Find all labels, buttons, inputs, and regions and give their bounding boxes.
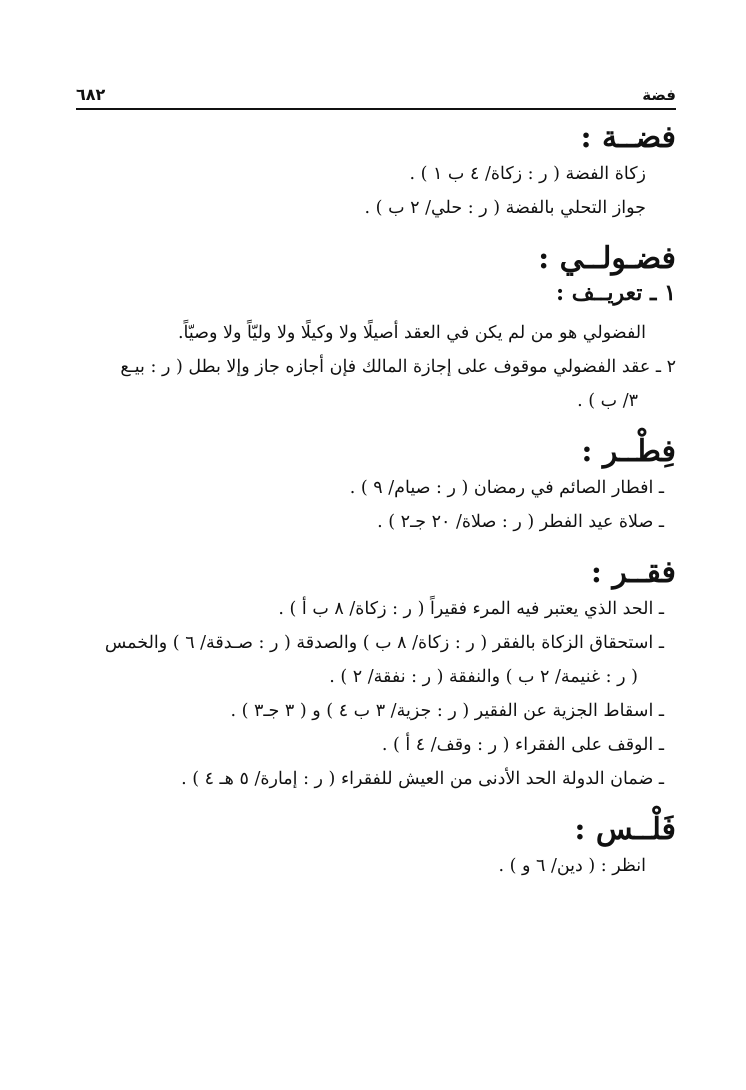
entry-line: ـ استحقاق الزكاة بالفقر ( ر : زكاة/ ٨ ب ) والصدقة ( ر : صـدقة/ ٦ ) والخمس [104, 633, 664, 653]
entry-faqr [76, 553, 676, 796]
sub-title: ١ ـ تعريــف : [555, 280, 676, 306]
page-number: ٦٨٢ [76, 85, 106, 104]
entry-fals [76, 810, 676, 883]
entry-line: زكاة الفضة ( ر : زكاة/ ٤ ب ١ ) . [409, 164, 646, 184]
entry-title: فقــر : [590, 555, 676, 590]
entry-fidda [76, 118, 676, 225]
entry-title: فَلْــس : [574, 812, 676, 847]
numbered-item-continuation: ٣/ ب ) . [577, 391, 638, 411]
running-head: فضة [642, 86, 676, 104]
entry-title: فضـولــي : [538, 241, 676, 276]
entry-line: ـ ضمان الدولة الحد الأدنى من العيش للفقراء ( ر : إمارة/ ٥ هـ ٤ ) . [181, 769, 664, 789]
entry-title: فِطْــر : [581, 434, 676, 469]
definition-line: الفضولي هو من لم يكن في العقد أصيلًا ولا وكيلًا ولا وليّاً ولا وصيّاً. [177, 323, 646, 343]
entry-line: ـ الحد الذي يعتبر فيه المرء فقيراً ( ر : زكاة/ ٨ ب أ ) . [278, 599, 664, 619]
entry-line: جواز التحلي بالفضة ( ر : حلي/ ٢ ب ) . [364, 198, 646, 218]
entry-title: فضــة : [580, 120, 676, 155]
entry-line-continuation: ( ر : غنيمة/ ٢ ب ) والنفقة ( ر : نفقة/ ٢ ) . [329, 667, 638, 687]
entry-fitr [76, 432, 676, 539]
entry-line: ـ صلاة عيد الفطر ( ر : صلاة/ ٢٠ جـ٢ ) . [377, 512, 664, 532]
entry-fuduli [76, 239, 676, 418]
numbered-item: ٢ ـ عقد الفضولي موقوف على إجازة المالك فإن أجازه جاز وإلا بطل ( ر : بيـع [120, 357, 676, 377]
entry-line: ـ افطار الصائم في رمضان ( ر : صيام/ ٩ ) . [349, 478, 664, 498]
page-header [76, 76, 676, 110]
page-content [76, 118, 676, 897]
entry-line: انظر : ( دين/ ٦ و ) . [498, 856, 646, 876]
entry-line: ـ الوقف على الفقراء ( ر : وقف/ ٤ أ ) . [381, 735, 664, 755]
entry-line: ـ اسقاط الجزية عن الفقير ( ر : جزية/ ٣ ب ٤ ) و ( ٣ جـ٣ ) . [230, 701, 664, 721]
